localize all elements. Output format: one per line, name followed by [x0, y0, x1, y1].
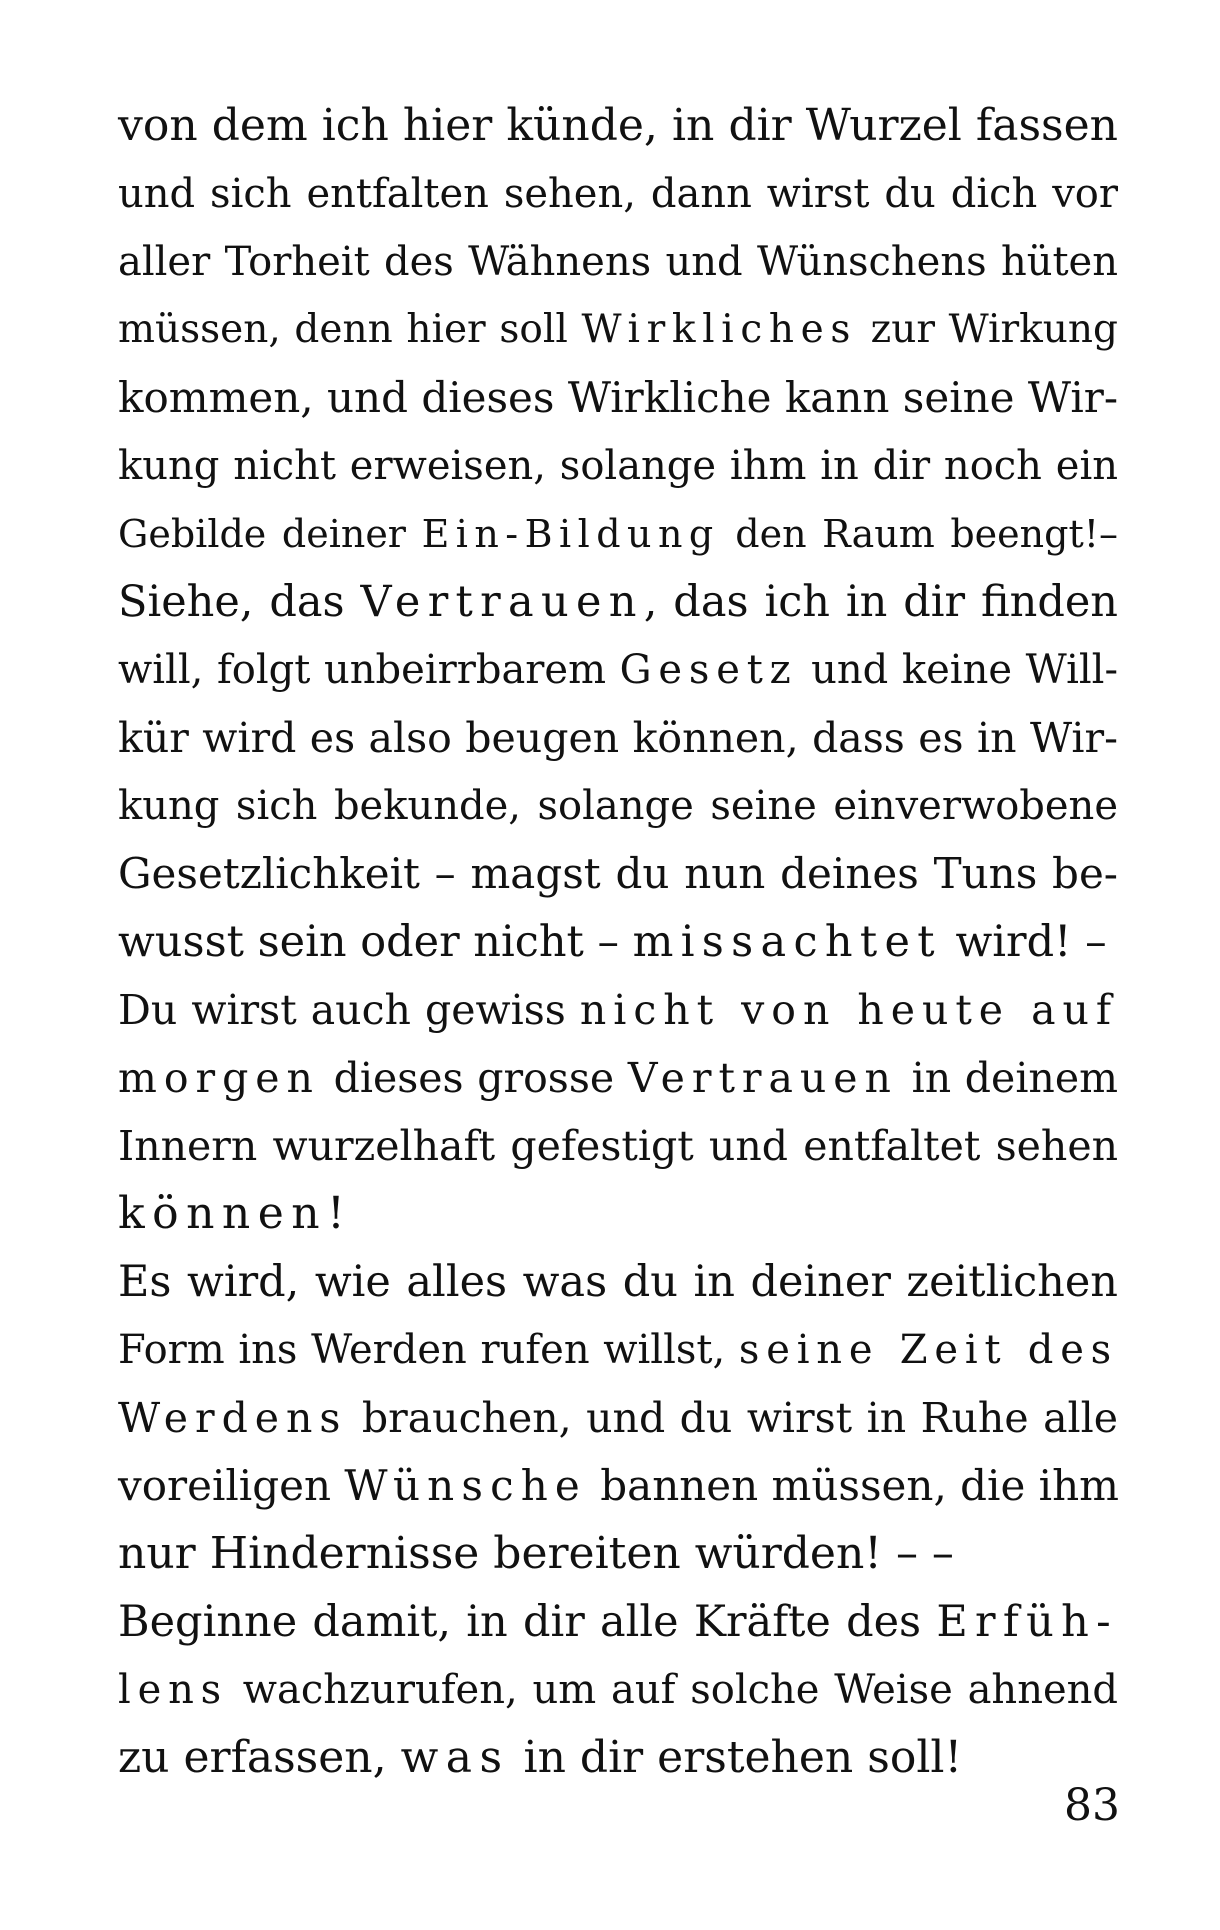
page-number: 83: [1064, 1780, 1120, 1831]
text-segment: wusst sein oder nicht –: [118, 917, 633, 967]
emphasized-text: Vertrauen: [627, 1054, 898, 1102]
text-segment: Form ins Werden rufen willst,: [118, 1327, 739, 1373]
text-line: [118, 976, 1118, 1044]
text-segment: kung nicht erweisen, solange ihm in dir noch ein: [118, 443, 1118, 489]
text-line: [118, 1384, 1118, 1452]
text-line: [118, 1180, 1118, 1248]
text-segment: kung sich bekunde, solange seine einverwobene: [118, 783, 1118, 829]
text-line: [118, 160, 1118, 228]
text-segment: , das ich in dir finden: [643, 577, 1118, 627]
text-line: [118, 704, 1118, 772]
text-segment: und keine Will-: [797, 647, 1118, 693]
text-line: [118, 1044, 1118, 1112]
text-segment: kür wird es also beugen können, dass es in Wir-: [118, 714, 1118, 762]
text-segment: zu erfassen,: [118, 1732, 401, 1783]
text-segment: nur Hindernisse bereiten würden! – –: [118, 1528, 954, 1579]
text-segment: in dir erstehen soll!: [509, 1732, 963, 1783]
text-segment: und sich entfalten sehen, dann wirst du dich vor: [118, 171, 1118, 217]
text-line: [118, 1588, 1118, 1656]
text-line: [118, 1520, 1118, 1588]
text-line: [118, 1112, 1118, 1180]
emphasized-text: lens: [118, 1667, 228, 1713]
text-line: [118, 1452, 1118, 1520]
emphasized-text: nicht von heute auf: [579, 986, 1119, 1034]
text-segment: will, folgt unbeirrbarem: [118, 647, 620, 693]
text-segment: Beginne damit, in dir alle Kräfte des: [118, 1597, 937, 1647]
emphasized-text: Vertrauen: [360, 577, 644, 627]
emphasized-text: seine Zeit des: [738, 1327, 1118, 1373]
text-segment: dieses grosse: [319, 1054, 628, 1102]
text-segment: Gesetzlichkeit – magst du nun deines Tuns be-: [118, 849, 1118, 898]
text-line: [118, 840, 1118, 908]
text-segment: den Raum beengt!–: [719, 512, 1119, 556]
text-line: [118, 296, 1118, 364]
text-line: [118, 1248, 1118, 1316]
text-line: [118, 908, 1118, 976]
emphasized-text: Werdens: [118, 1394, 348, 1442]
text-segment: Gebilde deiner: [118, 512, 422, 556]
text-line: [118, 432, 1118, 500]
text-line: [118, 364, 1118, 432]
emphasized-text: Ein-Bildung: [421, 512, 720, 556]
text-segment: kommen, und dieses Wirkliche kann seine Wir-: [118, 373, 1119, 422]
text-segment: Innern wurzelhaft gefestigt und entfaltet sehen: [118, 1122, 1118, 1170]
text-line: [118, 1656, 1118, 1724]
text-segment: wachzurufen, um auf solche Weise ahnend: [227, 1667, 1118, 1713]
body-text: [118, 92, 1118, 1792]
text-line: [118, 772, 1118, 840]
text-segment: von dem ich hier künde, in dir Wurzel fassen: [118, 100, 1118, 151]
emphasized-text: Wünsche: [344, 1461, 587, 1510]
text-segment: Es wird, wie alles was du in deiner zeitlichen: [118, 1257, 1118, 1307]
text-line: [118, 228, 1118, 296]
text-segment: Siehe, das: [118, 577, 361, 627]
text-segment: brauchen, und du wirst in Ruhe alle: [347, 1394, 1118, 1442]
emphasized-text: morgen: [118, 1054, 320, 1102]
text-line: [118, 568, 1118, 636]
text-line: [118, 1724, 1118, 1792]
text-segment: wird! –: [941, 917, 1107, 967]
text-line: [118, 1316, 1118, 1384]
emphasized-text: missachtet: [632, 917, 942, 967]
emphasized-text: Wirkliches: [581, 307, 857, 352]
text-segment: müssen, denn hier soll: [118, 307, 582, 352]
text-segment: aller Torheit des Wähnens und Wünschens hüten: [118, 239, 1118, 285]
text-segment: zur Wirkung: [856, 307, 1118, 352]
text-segment: bannen müssen, die ihm: [586, 1461, 1119, 1510]
emphasized-text: Erfüh-: [936, 1597, 1118, 1647]
text-line: [118, 636, 1118, 704]
text-segment: in deinem: [897, 1054, 1118, 1102]
emphasized-text: was: [400, 1732, 510, 1783]
text-segment: voreiligen: [118, 1461, 345, 1510]
emphasized-text: Gesetz: [619, 647, 798, 693]
text-line: [118, 500, 1118, 568]
emphasized-text: können!: [118, 1188, 353, 1239]
text-segment: Du wirst auch gewiss: [118, 986, 580, 1034]
text-line: [118, 92, 1118, 160]
